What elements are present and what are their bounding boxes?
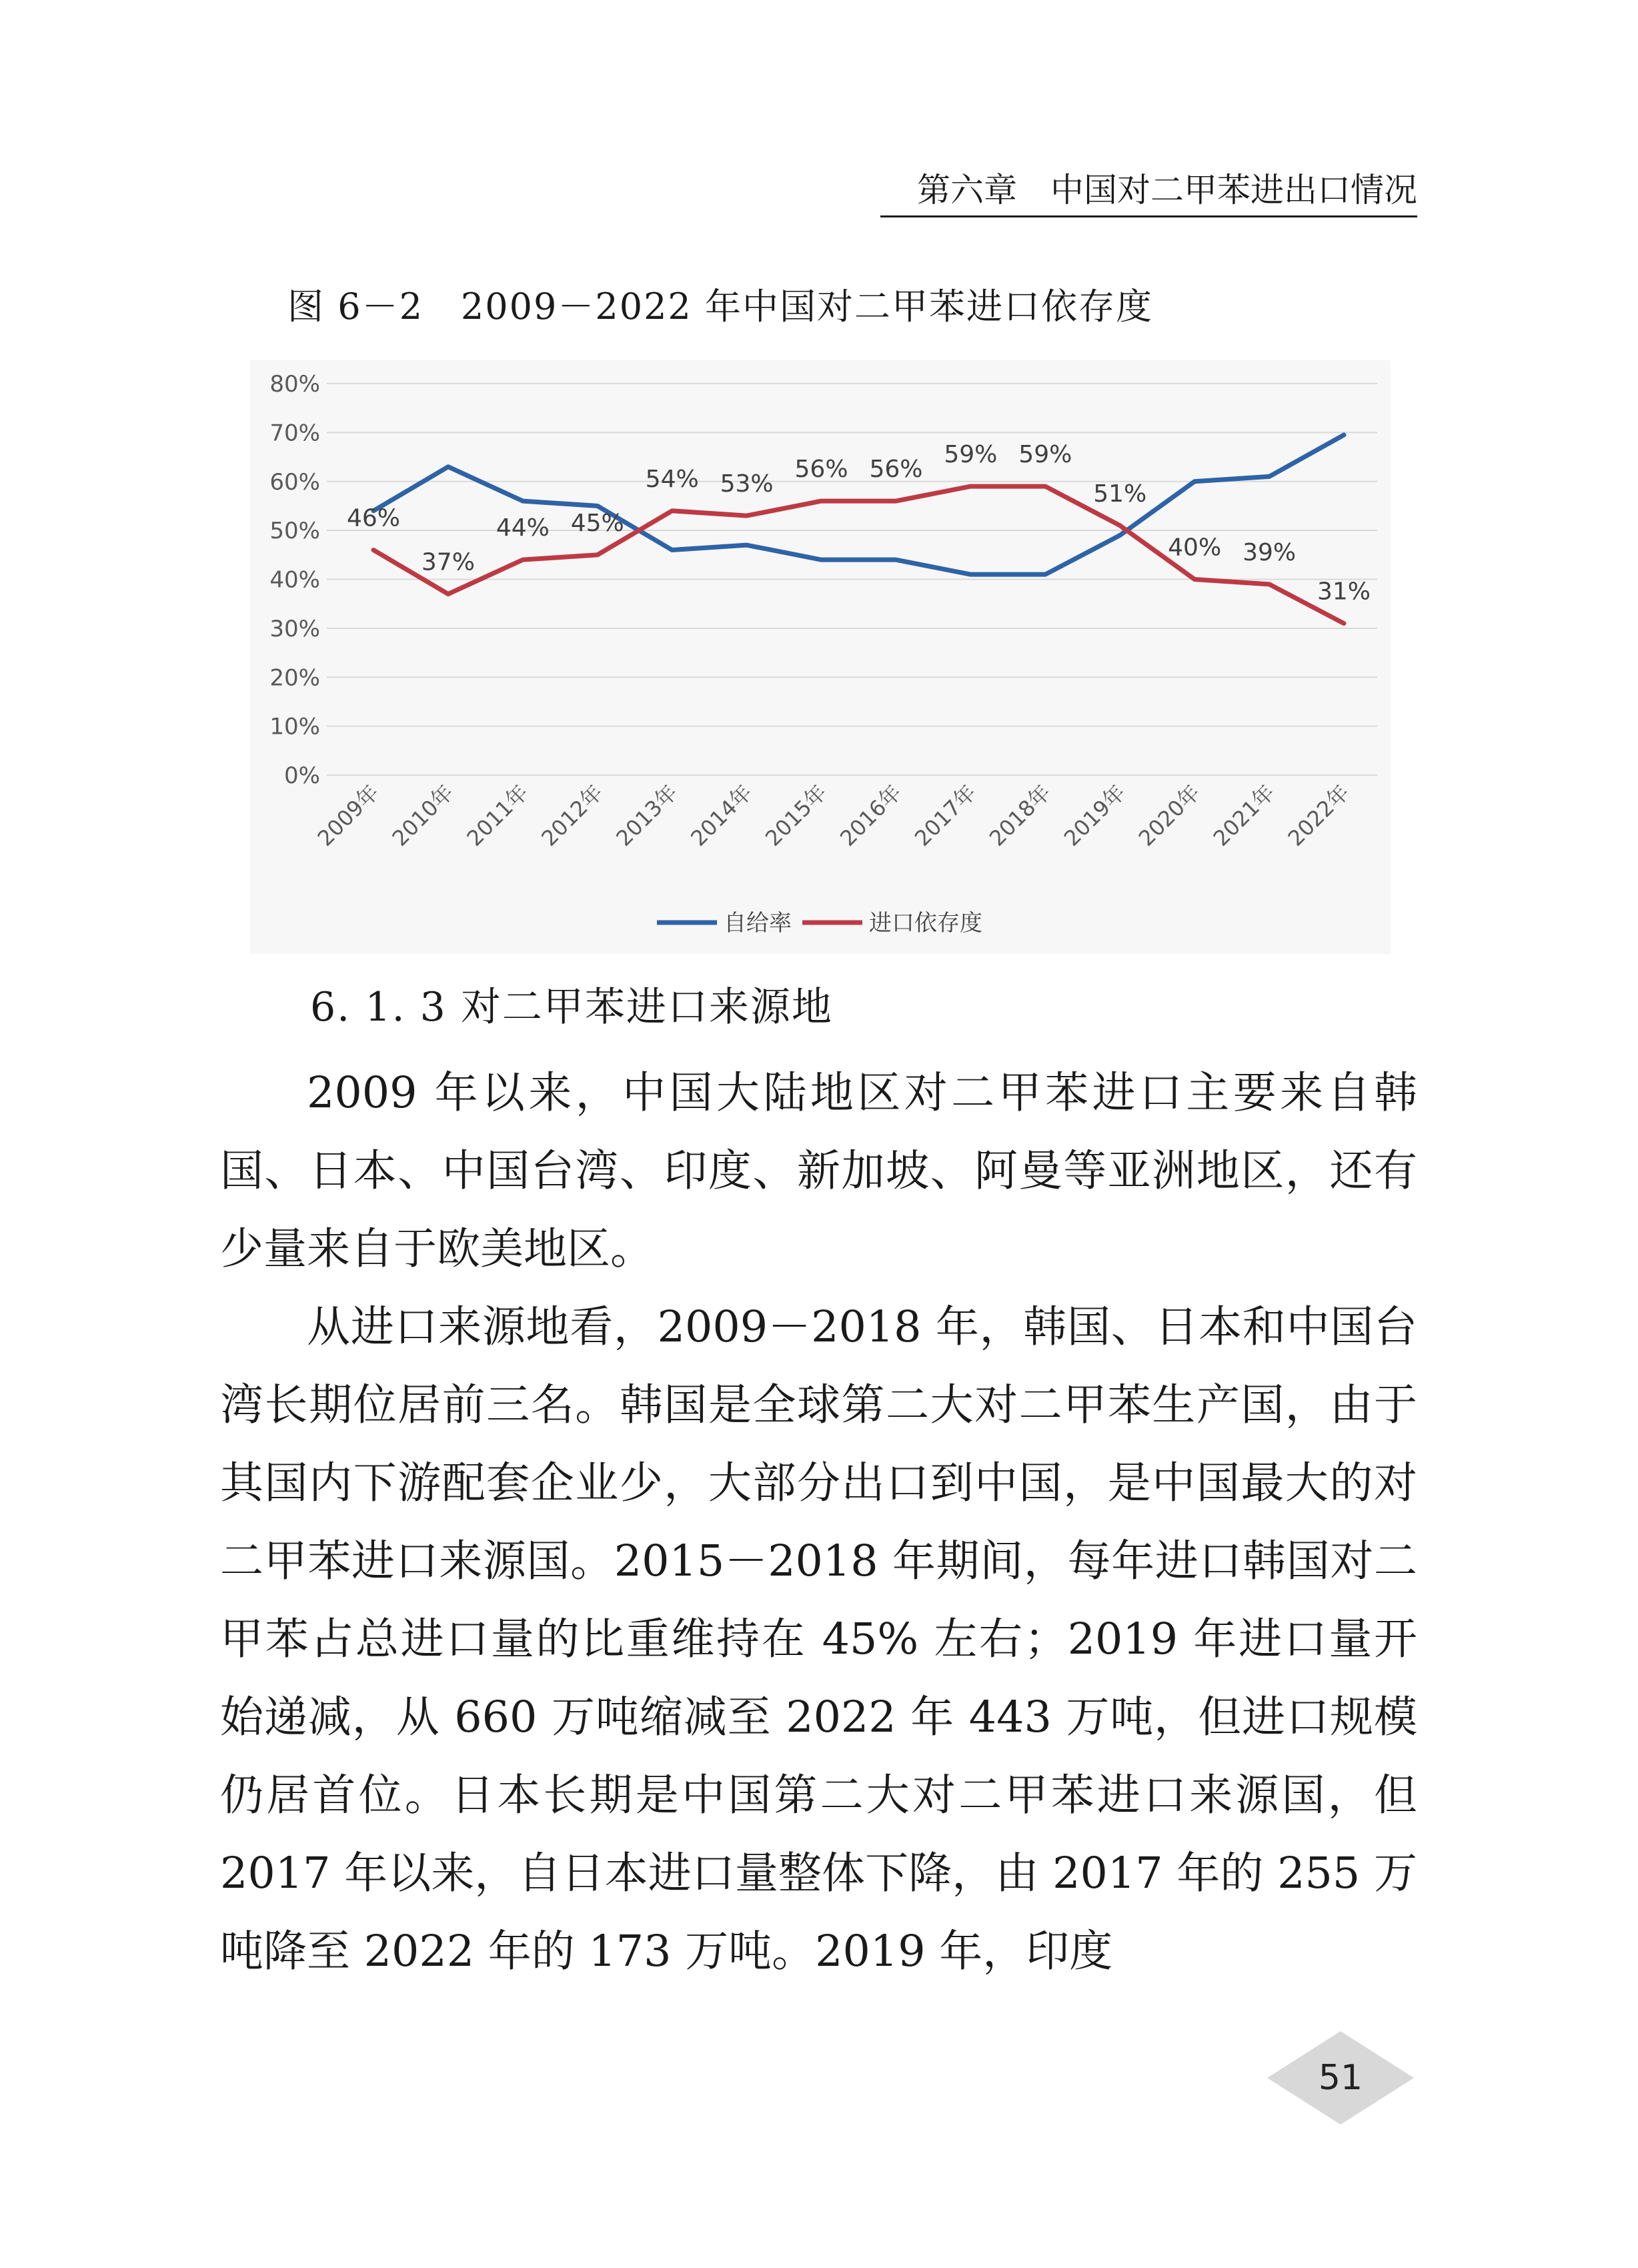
data-label: 44% — [496, 514, 550, 542]
paragraph: 从进口来源地看，2009－2018 年，韩国、日本和中国台湾长期位居前三名。韩国是全球第二大对二甲苯生产国，由于其国内下游配套企业少，大部分出口到中国，是中国最大的对二甲苯进口来源国。2015－2018 年期间，每年进口韩国对二甲苯占总进口量的比重维持在 45% 左右；2019 年进口量开始递减，从 660 万吨缩减至 2022 年 443 万吨，但进口规模仍居首位。日本长期是中国第二大对二甲苯进口来源国，但 2017 年以来，自日本进口量整体下降，由 2017 年的 255 万吨降至 2022 年的 173 万吨。2019 年，印度 — [220, 1302, 1417, 1976]
x-tick-label: 2011年 — [462, 779, 534, 851]
legend-label: 自给率 — [724, 910, 792, 937]
data-label: 56% — [869, 456, 923, 484]
y-tick-label: 80% — [269, 371, 320, 398]
page-number-badge — [1267, 2031, 1414, 2125]
body-text — [220, 1054, 1417, 1991]
data-label: 56% — [794, 456, 848, 484]
x-tick-label: 2014年 — [686, 779, 758, 851]
x-tick-label: 2009年 — [312, 779, 384, 851]
y-axis-ticks — [269, 371, 320, 789]
y-tick-label: 50% — [269, 518, 320, 545]
chart-legend — [657, 910, 982, 937]
data-label: 39% — [1243, 538, 1297, 566]
header-rule — [880, 215, 1417, 217]
data-label: 45% — [570, 509, 624, 537]
x-axis-ticks — [313, 780, 1355, 851]
x-tick-label: 2010年 — [387, 779, 459, 851]
data-label: 31% — [1317, 578, 1371, 606]
x-tick-label: 2020年 — [1133, 779, 1205, 851]
figure-caption: 图 6－2 2009－2022 年中国对二甲苯进口依存度 — [287, 286, 1153, 328]
y-tick-label: 40% — [269, 566, 320, 594]
section-heading: 6. 1. 3 对二甲苯进口来源地 — [310, 984, 833, 1031]
data-label: 54% — [645, 465, 699, 493]
running-head: 第六章 中国对二甲苯进出口情况 — [917, 171, 1417, 209]
data-label: 59% — [1018, 441, 1072, 469]
data-label: 53% — [720, 470, 774, 498]
line-chart — [250, 360, 1391, 954]
x-tick-label: 2015年 — [760, 779, 832, 851]
data-label: 37% — [421, 548, 475, 576]
legend-label: 进口依存度 — [869, 910, 982, 937]
data-label: 40% — [1168, 534, 1222, 562]
page-number: 51 — [1318, 2058, 1363, 2098]
y-tick-label: 0% — [284, 762, 320, 789]
y-tick-label: 20% — [269, 664, 320, 692]
data-label: 59% — [944, 441, 998, 469]
x-tick-label: 2021年 — [1208, 779, 1280, 851]
x-tick-label: 2018年 — [984, 779, 1056, 851]
x-tick-label: 2017年 — [909, 779, 982, 851]
y-tick-label: 30% — [269, 615, 320, 642]
x-tick-label: 2016年 — [835, 779, 907, 851]
y-tick-label: 10% — [269, 713, 320, 740]
x-tick-label: 2013年 — [611, 779, 683, 851]
x-tick-label: 2022年 — [1283, 779, 1355, 851]
y-tick-label: 70% — [269, 420, 320, 447]
y-tick-label: 60% — [269, 468, 320, 496]
data-label: 46% — [346, 504, 401, 532]
x-tick-label: 2019年 — [1058, 779, 1130, 851]
chart-svg — [250, 360, 1391, 954]
x-tick-label: 2012年 — [536, 779, 608, 851]
data-label: 51% — [1093, 480, 1147, 508]
paragraph: 2009 年以来，中国大陆地区对二甲苯进口主要来自韩国、日本、中国台湾、印度、新加坡、阿曼等亚洲地区，还有少量来自于欧美地区。 — [220, 1068, 1417, 1274]
